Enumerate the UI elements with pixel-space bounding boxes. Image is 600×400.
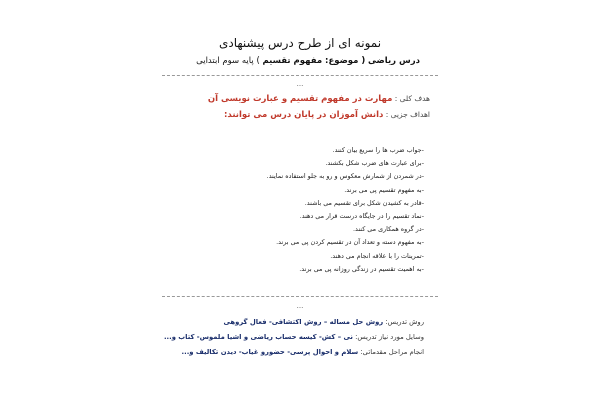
topic-label: ( موضوع: <box>322 56 366 66</box>
required-tools-value: نی – کش- کیسه حساب ریاضی و اشیا ملموس- کتاب و... <box>163 333 353 341</box>
general-goal-value: مهارت در مفهوم تقسیم و عبارت نویسی آن <box>207 94 393 104</box>
objective-item: -تمرینات را با علاقه انجام می دهند. <box>330 251 424 260</box>
partial-goals-value: دانش آموزان در پایان درس می توانند: <box>224 110 384 120</box>
intro-steps-label: انجام مراحل مقدماتی: <box>358 348 424 356</box>
intro-steps <box>182 348 424 356</box>
grade-text: ) پایه سوم ابتدایی <box>196 56 263 66</box>
divider-top <box>162 75 438 76</box>
intro-steps-value: سلام و احوال پرسی- حضورو غیاب- دیدن تکالیف و... <box>181 348 359 356</box>
general-goal <box>208 94 430 104</box>
objective-item: -قادر به کشیدن شکل برای تقسیم می باشند. <box>304 198 424 207</box>
general-goal-label: هدف کلی : <box>392 94 430 103</box>
objective-item: -به اهمیت تقسیم در زندگی روزانه پی می برند. <box>299 264 424 273</box>
partial-goals-label: اهداف جزیی : <box>383 110 430 119</box>
objective-item: -در گروه همکاری می کنند. <box>352 225 424 234</box>
divider-dots-bottom: ... <box>296 302 304 310</box>
partial-goals <box>224 110 430 120</box>
teaching-method <box>224 318 425 326</box>
page-title: نمونه ای از طرح درس پیشنهادی <box>218 36 382 50</box>
objective-item: -جواب ضرب ها را سریع بیان کنند. <box>332 146 424 154</box>
divider-bottom <box>162 296 438 297</box>
required-tools-label: وسایل مورد نیاز تدریس: <box>352 333 424 341</box>
objectives-list <box>164 144 424 276</box>
course-name: درس ریاضی <box>367 56 420 66</box>
topic-name: مفهوم تقسیم <box>262 56 323 66</box>
required-tools <box>164 333 424 341</box>
objective-item: -برای عبارت های ضرب شکل بکشند. <box>325 159 424 168</box>
objective-item: -به مفهوم دسته و تعداد آن در تقسیم کردن پی می برند. <box>276 238 424 247</box>
teaching-method-label: روش تدریس: <box>383 318 424 326</box>
objective-item: -نماد تقسیم را در جایگاه درست قرار می دهند. <box>299 211 424 220</box>
course-subtitle <box>196 56 420 66</box>
teaching-method-value: روش حل مساله – روش اکتشافی- فعال گروهی <box>223 318 384 326</box>
divider-dots-top: ... <box>296 80 304 88</box>
objective-item: -در شمردن از شمارش معکوس و رو به جلو استفاده نمایند. <box>266 172 424 181</box>
objective-item: -به مفهوم تقسیم پی می برند. <box>344 185 424 194</box>
